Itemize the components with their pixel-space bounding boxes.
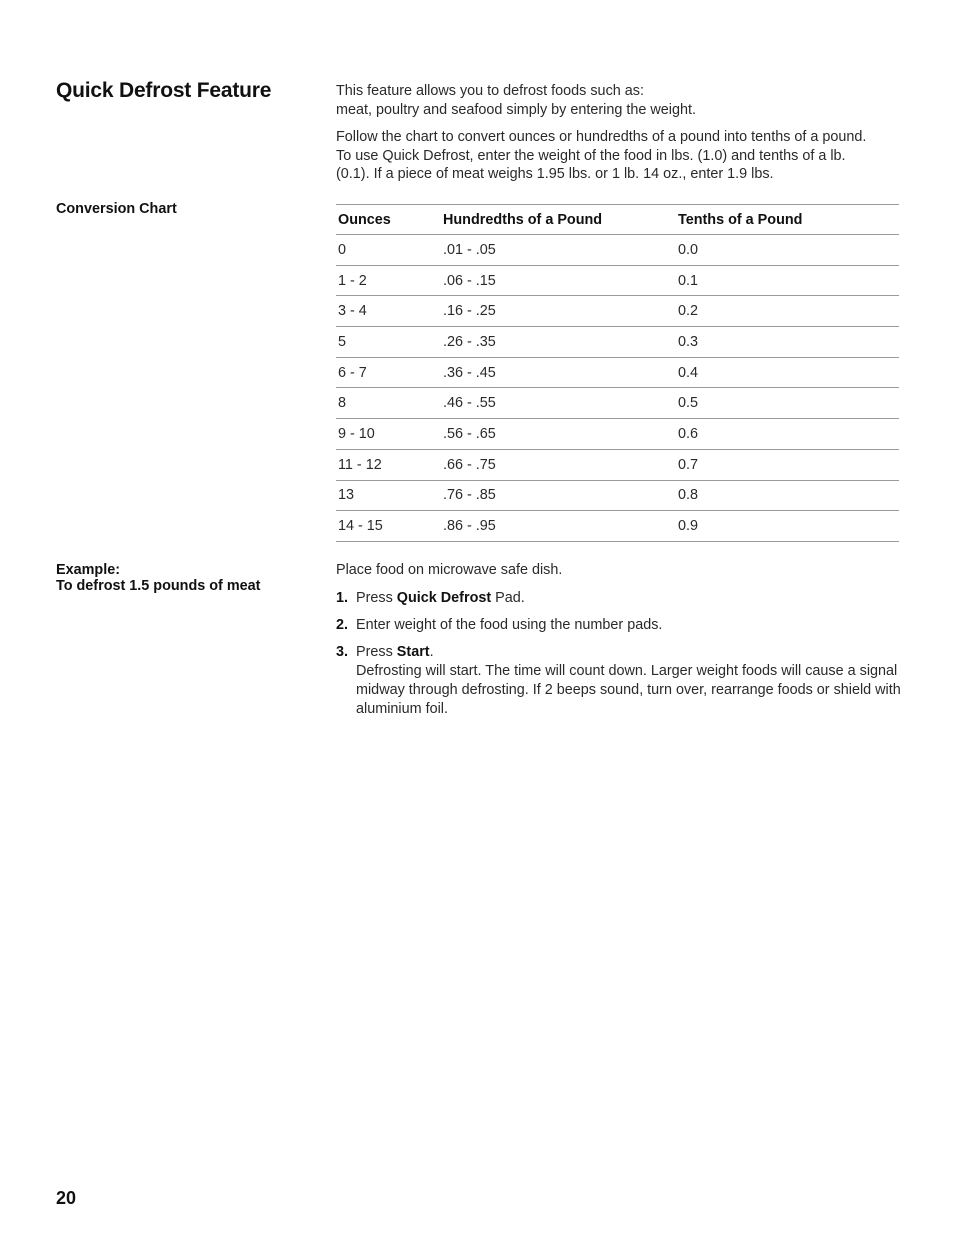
instructions-line: To use Quick Defrost, enter the weight of the food in lbs. (1.0) and tenths of a lb. — [336, 147, 846, 164]
cell-hundredths: .56 - .65 — [441, 419, 676, 450]
cell-tenths: 0.9 — [676, 511, 899, 542]
cell-hundredths: .26 - .35 — [441, 327, 676, 358]
table-body — [336, 235, 899, 542]
table-row — [336, 449, 899, 480]
header-hundredths: Hundredths of a Pound — [441, 205, 676, 235]
step-number: 3. — [336, 644, 349, 660]
table-row — [336, 296, 899, 327]
table-row — [336, 357, 899, 388]
cell-tenths: 0.0 — [676, 235, 899, 266]
cell-tenths: 0.5 — [676, 388, 899, 419]
intro-paragraph — [336, 82, 902, 119]
step-number: 2. — [336, 617, 349, 633]
conversion-chart-label: Conversion Chart — [56, 201, 177, 217]
step-keyword: Start — [396, 644, 430, 660]
cell-tenths: 0.7 — [676, 449, 899, 480]
cell-hundredths: .36 - .45 — [441, 357, 676, 388]
cell-ounces: 13 — [336, 480, 441, 511]
table-row — [336, 511, 899, 542]
cell-tenths: 0.4 — [676, 357, 899, 388]
table-header-row — [336, 205, 899, 235]
cell-ounces: 3 - 4 — [336, 296, 441, 327]
table-row — [336, 388, 899, 419]
step-detail: Defrosting will start. The time will count down. Larger weight foods will cause a signal midway through defrosting. If 2 beeps sound, turn over, rearrange foods or shield with aluminium foil. — [356, 663, 901, 717]
cell-hundredths: .76 - .85 — [441, 480, 676, 511]
table-row — [336, 235, 899, 266]
cell-hundredths: .46 - .55 — [441, 388, 676, 419]
intro-line: meat, poultry and seafood simply by entering the weight. — [336, 101, 696, 118]
cell-ounces: 0 — [336, 235, 441, 266]
table-row — [336, 265, 899, 296]
instructions-line: (0.1). If a piece of meat weighs 1.95 lbs. or 1 lb. 14 oz., enter 1.9 lbs. — [336, 166, 774, 183]
step-text: Pad. — [491, 590, 525, 606]
cell-hundredths: .01 - .05 — [441, 235, 676, 266]
cell-tenths: 0.3 — [676, 327, 899, 358]
cell-hundredths: .16 - .25 — [441, 296, 676, 327]
cell-ounces: 9 - 10 — [336, 419, 441, 450]
example-heading: Example: — [56, 562, 120, 578]
step-number: 1. — [336, 590, 349, 606]
example-label — [56, 563, 260, 594]
cell-hundredths: .86 - .95 — [441, 511, 676, 542]
cell-ounces: 14 - 15 — [336, 511, 441, 542]
cell-tenths: 0.6 — [676, 419, 899, 450]
example-steps — [336, 561, 902, 727]
cell-hundredths: .66 - .75 — [441, 449, 676, 480]
cell-tenths: 0.8 — [676, 480, 899, 511]
page-number: 20 — [56, 1188, 77, 1208]
cell-tenths: 0.2 — [676, 296, 899, 327]
steps-list — [336, 589, 902, 719]
page-title: Quick Defrost Feature — [56, 79, 272, 102]
step-item — [336, 643, 902, 719]
step-text: Enter weight of the food using the number pads. — [356, 617, 663, 633]
step-text: Press — [356, 644, 397, 660]
steps-lead: Place food on microwave safe dish. — [336, 562, 563, 578]
cell-tenths: 0.1 — [676, 265, 899, 296]
example-subheading: To defrost 1.5 pounds of meat — [56, 577, 261, 594]
step-item — [336, 616, 902, 635]
table-row — [336, 327, 899, 358]
instructions-line: Follow the chart to convert ounces or hundredths of a pound into tenths of a pound. — [336, 129, 867, 146]
step-text: . — [429, 644, 434, 660]
header-ounces: Ounces — [336, 205, 441, 235]
cell-ounces: 5 — [336, 327, 441, 358]
step-keyword: Quick Defrost — [396, 590, 492, 606]
cell-ounces: 1 - 2 — [336, 265, 441, 296]
conversion-table — [336, 204, 899, 542]
cell-ounces: 8 — [336, 388, 441, 419]
intro-line: This feature allows you to defrost foods such as: — [336, 83, 644, 99]
step-text: Press — [356, 590, 397, 606]
cell-ounces: 11 - 12 — [336, 449, 441, 480]
table-row — [336, 419, 899, 450]
cell-hundredths: .06 - .15 — [441, 265, 676, 296]
instructions-paragraph — [336, 128, 902, 184]
intro-text — [336, 82, 902, 193]
table-row — [336, 480, 899, 511]
cell-ounces: 6 - 7 — [336, 357, 441, 388]
step-item — [336, 589, 902, 608]
header-tenths: Tenths of a Pound — [676, 205, 899, 235]
